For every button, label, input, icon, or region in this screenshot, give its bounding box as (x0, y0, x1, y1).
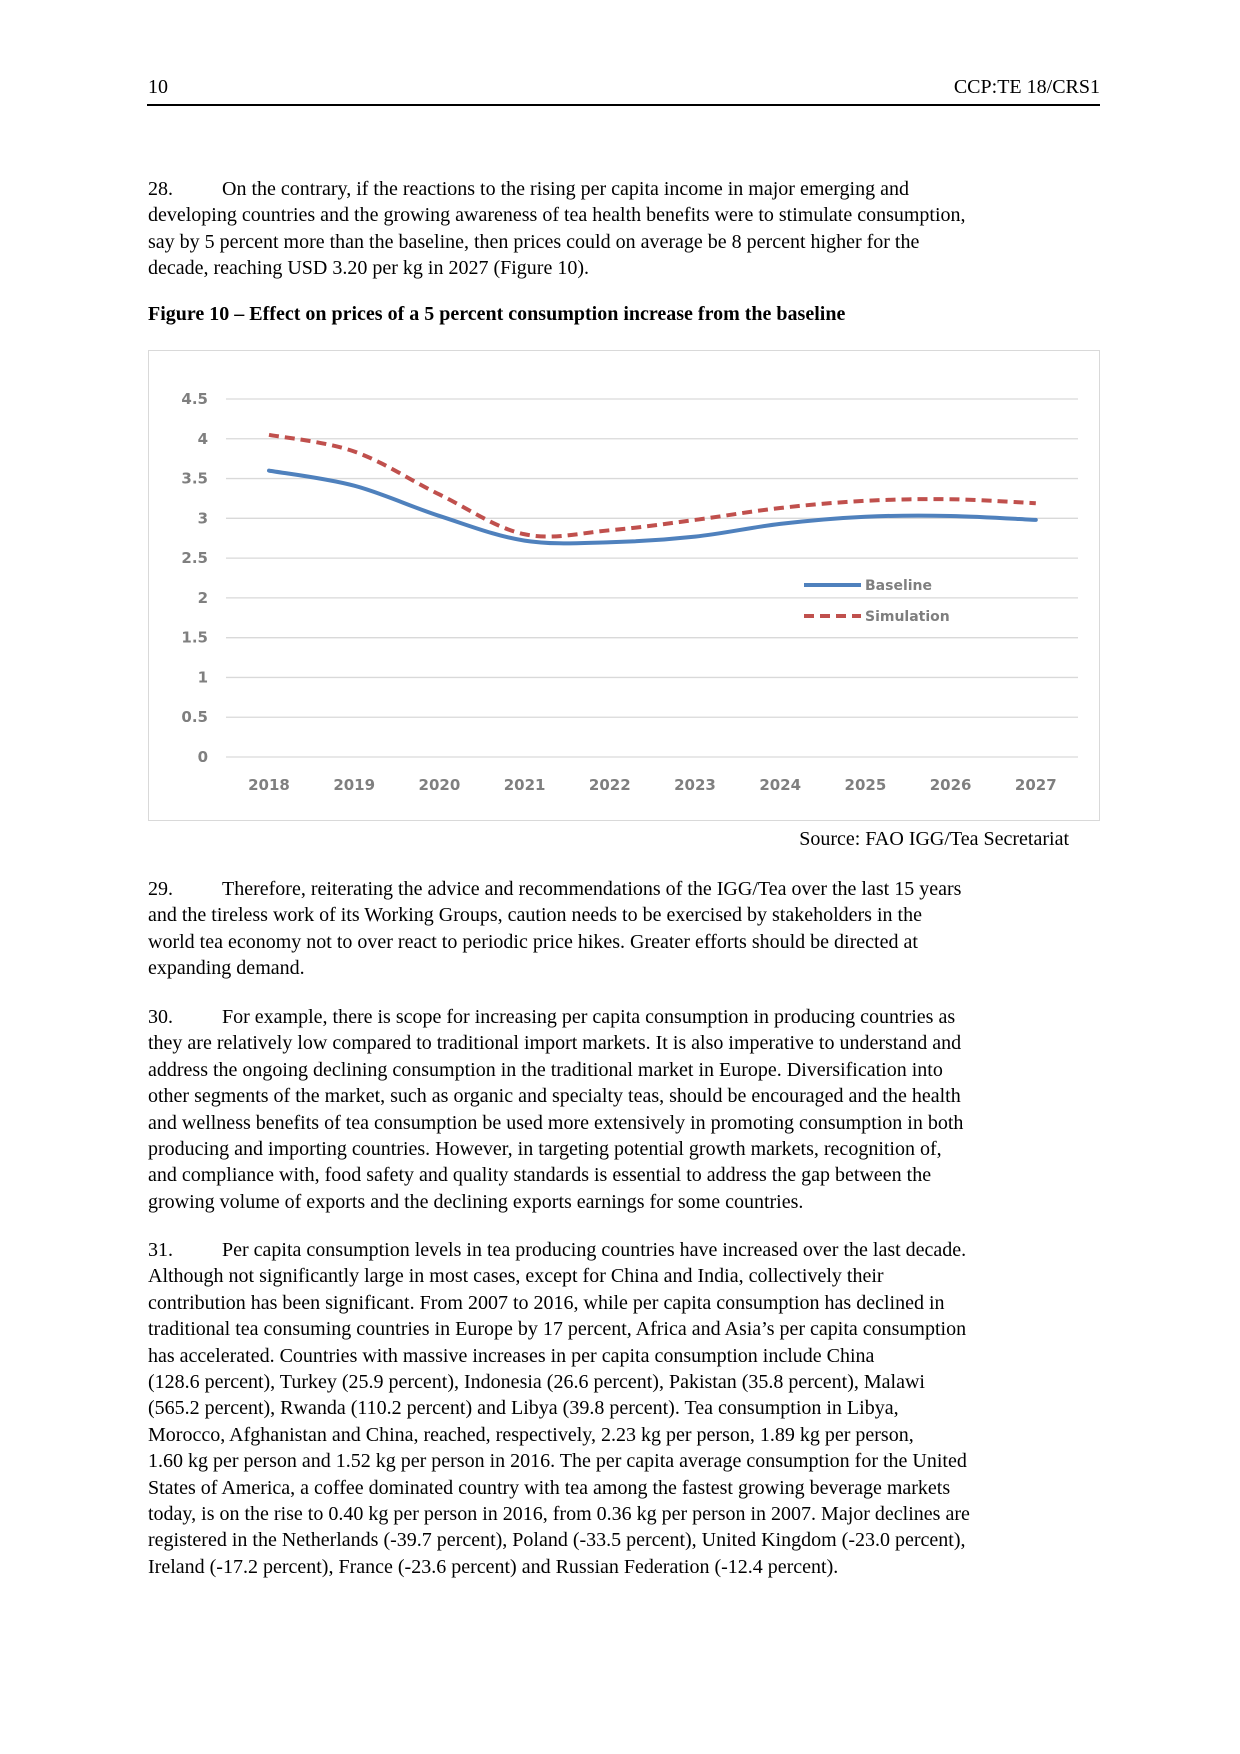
paragraph-text: On the contrary, if the reactions to the rising per capita income in major emerging and (222, 178, 909, 200)
x-tick-label: 2023 (674, 776, 716, 794)
chart-svg (149, 351, 1101, 822)
y-tick-label: 0 (197, 748, 208, 766)
paragraph-line (148, 229, 1108, 255)
y-tick-label: 3 (197, 509, 208, 528)
paragraph-line (148, 1475, 1108, 1501)
paragraph-text: Ireland (-17.2 percent), France (-23.6 percent) and Russian Federation (-12.4 percent). (148, 1555, 839, 1578)
paragraph-text: 1.60 kg per person and 1.52 kg per person in 2016. The per capita average consumption for the United (148, 1450, 967, 1473)
paragraph-29 (148, 876, 1108, 982)
x-tick-label: 2024 (759, 776, 802, 794)
legend-label-simulation: Simulation (865, 609, 950, 625)
line-chart (148, 350, 1100, 821)
paragraph-text: States of America, a coffee dominated country with tea among the fastest growing beverage markets (148, 1476, 951, 1499)
paragraph-line (148, 1263, 1108, 1289)
paragraph-text: today, is on the rise to 0.40 kg per person in 2016, from 0.36 kg per person in 2007. Major declines are (148, 1503, 970, 1526)
paragraph-text: (565.2 percent), Rwanda (110.2 percent) and Libya (39.8 percent). Tea consumption in Libya, (148, 1397, 899, 1420)
paragraph-line (148, 1501, 1108, 1527)
y-tick-label: 4.5 (181, 390, 208, 408)
y-tick-label: 2.5 (181, 549, 208, 568)
paragraph-line (148, 1369, 1108, 1395)
x-tick-label: 2026 (929, 776, 972, 794)
x-tick-label: 2020 (418, 776, 461, 794)
x-tick-label: 2025 (844, 776, 887, 794)
x-tick-label: 2027 (1014, 776, 1057, 794)
paragraph-text: (128.6 percent), Turkey (25.9 percent), Indonesia (26.6 percent), Pakistan (35.8 percent), Malawi (148, 1371, 925, 1394)
paragraph-text: registered in the Netherlands (-39.7 percent), Poland (-33.5 percent), United Kingdom (-23.0 percent), (148, 1529, 966, 1552)
y-tick-label: 1 (197, 668, 208, 687)
paragraph-line (148, 955, 1108, 981)
paragraph-line (148, 1343, 1108, 1369)
paragraph-line (148, 902, 1108, 928)
paragraph-line (148, 1448, 1108, 1474)
paragraph-text: Per capita consumption levels in tea producing countries have increased over the last decade. (222, 1239, 967, 1261)
paragraph-number: 30. (148, 1006, 173, 1028)
y-tick-label: 1.5 (181, 628, 208, 647)
paragraph-number: 29. (148, 878, 173, 900)
paragraph-line (148, 1290, 1108, 1316)
paragraph-text: Although not significantly large in most cases, except for China and India, collectively their (148, 1265, 884, 1288)
paragraph-line (148, 1189, 1108, 1215)
paragraph-text: has accelerated. Countries with massive increases in per capita consumption include China (148, 1344, 875, 1367)
paragraph-28 (148, 176, 1108, 282)
paragraph-line (148, 1395, 1108, 1421)
paragraph-line (148, 1162, 1108, 1188)
paragraph-text: For example, there is scope for increasing per capita consumption in producing countries as (222, 1006, 956, 1028)
paragraph-text: developing countries and the growing awareness of tea health benefits were to stimulate consumption, (148, 204, 966, 227)
paragraph-line (148, 1110, 1108, 1136)
paragraph-line (148, 1554, 1108, 1580)
paragraph-text: expanding demand. (148, 957, 305, 980)
paragraph-number: 28. (148, 178, 173, 200)
y-tick-label: 2 (197, 588, 208, 607)
paragraph-line (148, 1083, 1108, 1109)
paragraph-line (148, 1527, 1108, 1553)
paragraph-31 (148, 1237, 1108, 1580)
x-tick-label: 2018 (248, 776, 290, 794)
paragraph-text: address the ongoing declining consumption in the traditional market in Europe. Diversification into (148, 1058, 943, 1081)
x-tick-label: 2019 (333, 776, 376, 794)
paragraph-text: other segments of the market, such as organic and specialty teas, should be encouraged and the health (148, 1085, 961, 1108)
series-line-baseline (269, 471, 1036, 544)
paragraph-line (148, 1316, 1108, 1342)
figure-source: Source: FAO IGG/Tea Secretariat (799, 828, 1069, 850)
paragraph-line (148, 255, 1108, 281)
paragraph-text: they are relatively low compared to traditional import markets. It is also imperative to understand and (148, 1032, 962, 1055)
page-number: 10 (148, 76, 168, 98)
paragraph-line (148, 876, 1108, 902)
paragraph-text: contribution has been significant. From 2007 to 2016, while per capita consumption has declined in (148, 1291, 945, 1314)
paragraph-line (148, 176, 1108, 202)
paragraph-text: decade, reaching USD 3.20 per kg in 2027 (Figure 10). (148, 257, 589, 280)
paragraph-line (148, 1030, 1108, 1056)
paragraph-text: and the tireless work of its Working Groups, caution needs to be exercised by stakeholders in the (148, 904, 922, 927)
paragraph-text: producing and importing countries. However, in targeting potential growth markets, recognition of, (148, 1138, 942, 1161)
paragraph-line (148, 1237, 1108, 1263)
paragraph-30 (148, 1004, 1108, 1215)
paragraph-line (148, 1057, 1108, 1083)
paragraph-text: and compliance with, food safety and quality standards is essential to address the gap between the (148, 1164, 932, 1187)
paragraph-text: world tea economy not to over react to periodic price hikes. Greater efforts should be directed at (148, 930, 918, 953)
paragraph-line (148, 202, 1108, 228)
paragraph-number: 31. (148, 1239, 173, 1261)
paragraph-text: growing volume of exports and the declining exports earnings for some countries. (148, 1190, 804, 1213)
paragraph-line (148, 1004, 1108, 1030)
paragraph-line (148, 1136, 1108, 1162)
paragraph-line (148, 1422, 1108, 1448)
figure-caption: Figure 10 – Effect on prices of a 5 percent consumption increase from the baseline (148, 303, 846, 325)
paragraph-text: and wellness benefits of tea consumption be used more extensively in promoting consumption in both (148, 1111, 964, 1134)
paragraph-line (148, 929, 1108, 955)
series-line-simulation (269, 435, 1036, 537)
paragraph-text: say by 5 percent more than the baseline, then prices could on average be 8 percent higher for the (148, 230, 920, 253)
x-tick-label: 2022 (588, 776, 631, 794)
y-tick-label: 4 (197, 429, 208, 448)
paragraph-text: traditional tea consuming countries in Europe by 17 percent, Africa and Asia’s per capita consumption (148, 1318, 967, 1341)
y-tick-label: 0.5 (181, 708, 208, 727)
x-tick-label: 2021 (503, 776, 546, 794)
document-code: CCP:TE 18/CRS1 (953, 76, 1100, 98)
legend-label-baseline: Baseline (865, 578, 933, 594)
paragraph-text: Morocco, Afghanistan and China, reached, respectively, 2.23 kg per person, 1.89 kg per person, (148, 1423, 914, 1446)
header-rule (147, 104, 1100, 106)
paragraph-text: Therefore, reiterating the advice and recommendations of the IGG/Tea over the last 15 years (222, 878, 962, 900)
y-tick-label: 3.5 (181, 469, 208, 488)
